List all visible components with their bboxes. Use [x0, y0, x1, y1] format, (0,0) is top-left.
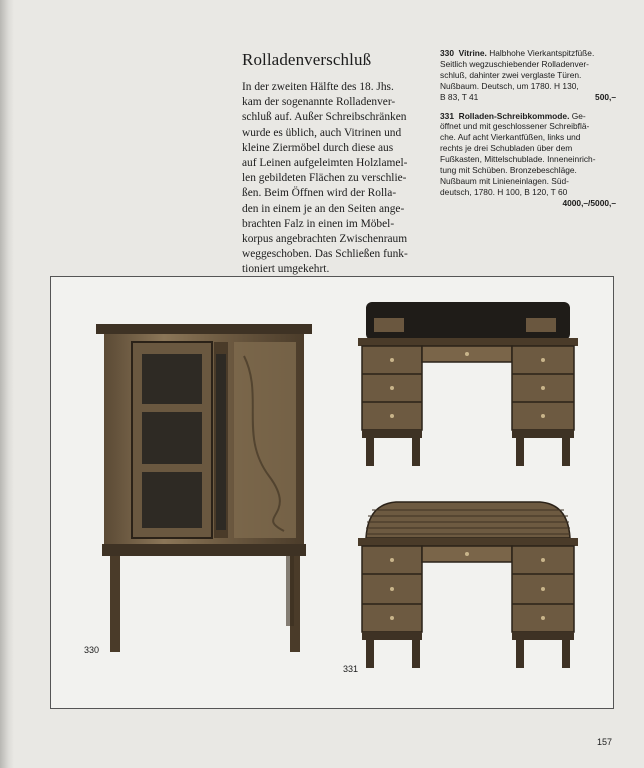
- essay-line: len gebildeten Flächen zu verschlie-: [242, 172, 407, 185]
- writing-desk-open-illustration: [356, 298, 580, 470]
- entry-price: 4000,–/5000,–: [562, 197, 616, 208]
- catalog-entries: [440, 48, 616, 217]
- entry-title: Vitrine.: [458, 48, 487, 58]
- essay-line: schluß auf. Außer Schreibschränken: [242, 111, 407, 124]
- essay-line: kam der sogenannte Rolladenver-: [242, 96, 396, 109]
- entry-text: Ge-: [569, 110, 586, 121]
- essay-line: auf Leinen aufgeleimten Holzlamel-: [242, 157, 408, 170]
- catalog-entry-330: [440, 48, 616, 103]
- essay-line: ßen. Beim Öffnen wird der Rolla-: [242, 187, 397, 200]
- section-heading: Rolladenverschluß: [242, 50, 372, 69]
- essay-line: weggeschoben. Das Schließen funk-: [242, 248, 408, 261]
- entry-line: Seitlich wegzuschiebender Rolladenver-: [440, 58, 589, 69]
- entry-price: 500,–: [595, 91, 616, 102]
- essay-line: den in einem je an den Seiten ange-: [242, 202, 405, 215]
- essay-line: brachten Falz in einen im Möbel-: [242, 217, 395, 230]
- entry-number: 330: [440, 48, 454, 58]
- essay-line: kleine Ziermöbel durch diese aus: [242, 141, 394, 154]
- entry-line: rechts je drei Schubladen über dem: [440, 143, 573, 154]
- essay-line: wurde es üblich, auch Vitrinen und: [242, 126, 402, 139]
- vitrine-illustration: [94, 316, 314, 656]
- entry-line: öffnet und mit geschlossener Schreibflä-: [440, 121, 590, 132]
- essay-text: [242, 80, 418, 278]
- figure-label-330: 330: [84, 645, 100, 655]
- entry-line: Nußbaum. Deutsch, um 1780. H 130,: [440, 80, 579, 91]
- entry-title: Rolladen-Schreibkommode.: [458, 110, 570, 121]
- essay-line: tioniert umgekehrt.: [242, 263, 330, 276]
- entry-line: Fußkasten, Mittelschublade. Inneneinrich-: [440, 154, 596, 165]
- essay-line: In der zweiten Hälfte des 18. Jhs.: [242, 81, 394, 93]
- entry-line: deutsch, 1780. H 100, B 120, T 60: [440, 186, 568, 197]
- catalog-entry-331: [440, 111, 616, 209]
- writing-desk-closed-illustration: [356, 498, 580, 672]
- entry-first-line: [440, 48, 616, 59]
- entry-line: che. Auf acht Vierkantfüßen, links und: [440, 132, 581, 143]
- entry-line: tung mit Schüben. Bronzebeschläge.: [440, 165, 577, 176]
- entry-first-line: [440, 111, 616, 122]
- entry-text: Halbhohe Vierkantspitzfüße.: [486, 48, 595, 58]
- figure-label-331: 331: [343, 664, 359, 674]
- page-number: 157: [597, 737, 613, 747]
- entry-line: Nußbaum mit Linieneinlagen. Süd-: [440, 175, 569, 186]
- essay-line: korpus angebrachten Zwischenraum: [242, 233, 408, 246]
- entry-line: schluß, dahinter zwei verglaste Türen.: [440, 69, 582, 80]
- page-edge-shadow: [0, 0, 14, 768]
- entry-price-row: [440, 92, 616, 103]
- entry-line: B 83, T 41: [440, 91, 479, 102]
- entry-number: 331: [440, 110, 454, 121]
